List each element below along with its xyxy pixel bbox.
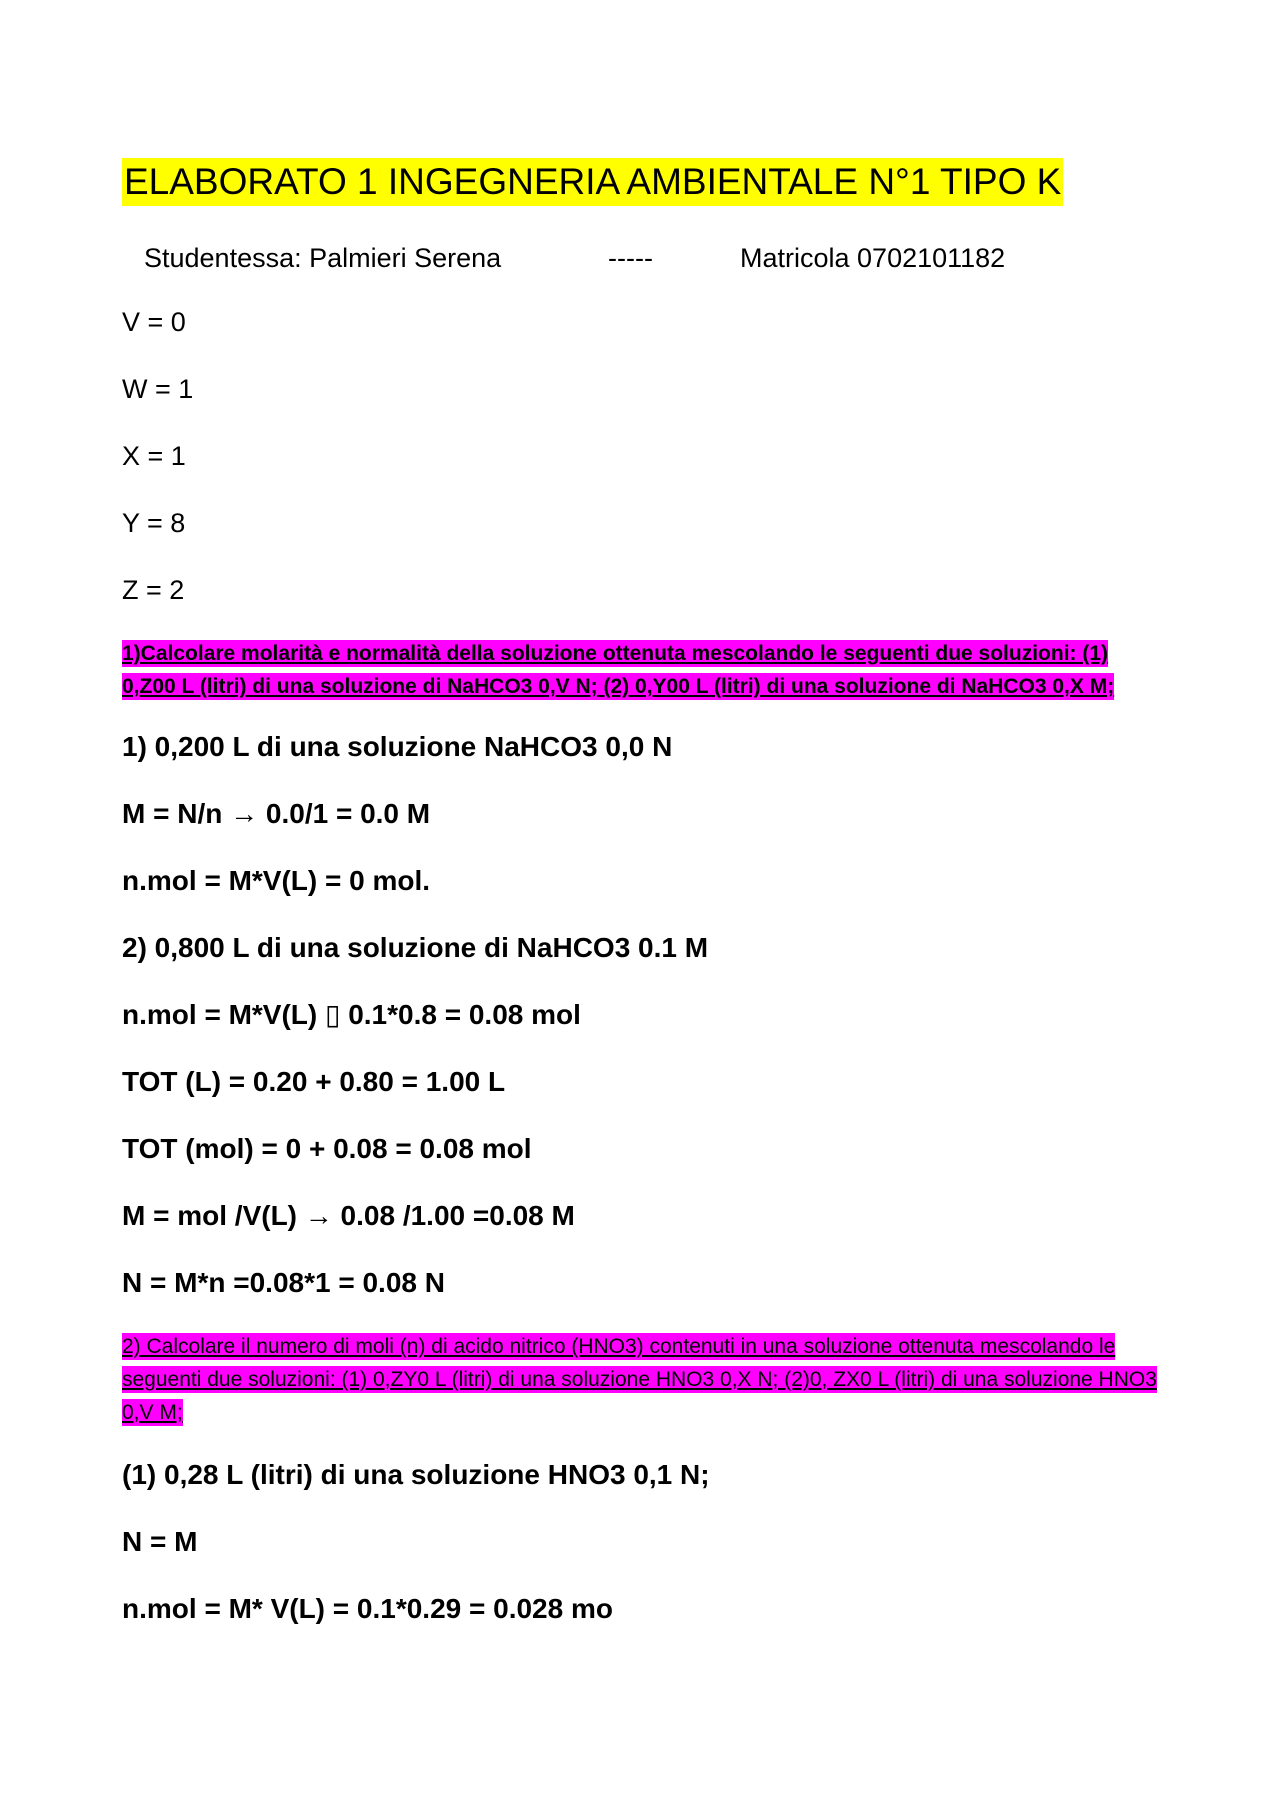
- variable-z: Z = 2: [122, 575, 185, 605]
- solution-1-line: TOT (L) = 0.20 + 0.80 = 1.00 L: [122, 1066, 506, 1097]
- question-1-text: 1)Calcolare molarità e normalità della soluzione ottenuta mescolando le seguenti due soluzioni: (1) 0,Z00 L (litri) di una soluzione di NaHCO3 0,V N; (2) 0,Y00 L (litri) di una soluzione di NaHCO3 0,X M;: [122, 642, 1115, 698]
- solution-1-line: n.mol = M*V(L) = 0 mol.: [122, 865, 431, 896]
- solution-1-line: N = M*n =0.08*1 = 0.08 N: [122, 1267, 445, 1298]
- question-2: [122, 1330, 1162, 1429]
- variable-v: V = 0: [122, 307, 186, 337]
- student-info-row: [0, 240, 1280, 276]
- solution-1-line: M = mol /V(L) → 0.08 /1.00 =0.08 M: [122, 1200, 575, 1231]
- solution-2-line: n.mol = M* V(L) = 0.1*0.29 = 0.028 mo: [122, 1593, 613, 1624]
- solution-1-line: n.mol = M*V(L) ▯ 0.1*0.8 = 0.08 mol: [122, 999, 581, 1030]
- separator: -----: [608, 243, 653, 273]
- solution-2-line: N = M: [122, 1526, 198, 1557]
- variable-x: X = 1: [122, 441, 186, 471]
- solution-1-line: M = N/n → 0.0/1 = 0.0 M: [122, 798, 431, 829]
- solution-1-line: TOT (mol) = 0 + 0.08 = 0.08 mol: [122, 1133, 532, 1164]
- document-title: ELABORATO 1 INGEGNERIA AMBIENTALE N°1 TIPO K: [122, 158, 1063, 206]
- question-2-text: 2) Calcolare il numero di moli (n) di acido nitrico (HNO3) contenuti in una soluzione ottenuta mescolando le seguenti due soluzioni: (1) 0,ZY0 L (litri) di una soluzione HNO3 0,X N; (2)0, ZX0 L (litri) di una soluzione HNO3 0,V M;: [122, 1335, 1157, 1424]
- student-name: Studentessa: Palmieri Serena: [144, 243, 502, 273]
- solution-1-line: 1) 0,200 L di una soluzione NaHCO3 0,0 N: [122, 731, 673, 762]
- solution-1-line: 2) 0,800 L di una soluzione di NaHCO3 0.1 M: [122, 932, 709, 963]
- variable-y: Y = 8: [122, 508, 186, 538]
- solution-2-line: (1) 0,28 L (litri) di una soluzione HNO3 0,1 N;: [122, 1459, 710, 1490]
- question-1: [122, 637, 1162, 703]
- matricola: Matricola 0702101182: [740, 243, 1006, 273]
- variable-w: W = 1: [122, 374, 194, 404]
